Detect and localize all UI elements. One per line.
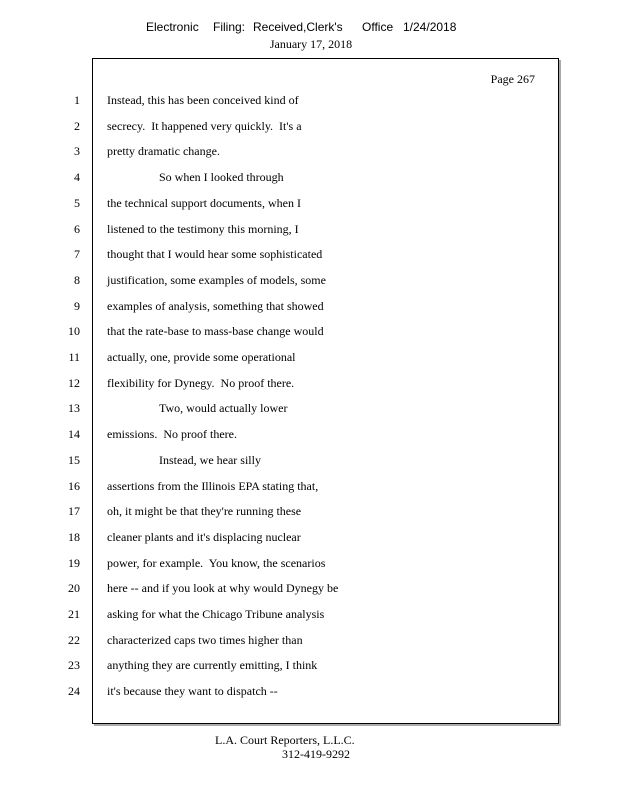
filing-stamp <box>0 20 618 36</box>
line-text: the technical support documents, when I <box>107 195 301 210</box>
transcript-date-text: January 17, 2018 <box>269 37 353 51</box>
line-number: 12 <box>68 375 80 390</box>
transcript-line <box>0 273 618 291</box>
transcript-line <box>0 479 618 497</box>
transcript-line <box>0 607 618 625</box>
stamp-office: Office <box>362 20 394 34</box>
line-number: 18 <box>68 529 80 544</box>
transcript-line <box>0 170 618 188</box>
transcript-date <box>0 37 618 52</box>
line-text: So when I looked through <box>159 170 284 185</box>
transcript-line <box>0 376 618 394</box>
transcript-line <box>0 222 618 240</box>
line-text: cleaner plants and it's displacing nuclear <box>107 529 301 544</box>
page-number: Page 267 <box>490 72 535 86</box>
line-text: assertions from the Illinois EPA stating that, <box>107 478 319 493</box>
line-text: it's because they want to dispatch -- <box>107 684 278 699</box>
transcript-line <box>0 633 618 651</box>
line-number: 4 <box>74 170 80 185</box>
line-number: 7 <box>74 247 80 262</box>
line-text: that the rate-base to mass-base change would <box>107 324 324 339</box>
line-number: 3 <box>74 144 80 159</box>
transcript-line <box>0 530 618 548</box>
line-text: emissions. No proof there. <box>107 427 237 442</box>
transcript-line <box>0 144 618 162</box>
line-text: actually, one, provide some operational <box>107 350 296 364</box>
line-number: 21 <box>68 607 80 621</box>
stamp-received: Received,Clerk's <box>253 20 343 34</box>
transcript-line <box>0 453 618 471</box>
line-text: flexibility for Dynegy. No proof there. <box>107 375 295 390</box>
line-text: Instead, this has been conceived kind of <box>107 93 299 107</box>
line-number: 15 <box>68 452 80 467</box>
line-text: here -- and if you look at why would Dynegy be <box>107 581 339 596</box>
line-number: 11 <box>68 350 80 364</box>
transcript-line <box>0 196 618 214</box>
line-number: 16 <box>68 478 80 493</box>
line-number: 13 <box>68 401 80 416</box>
line-number: 2 <box>74 118 80 133</box>
line-text: justification, some examples of models, some <box>107 272 326 287</box>
line-number: 1 <box>74 93 80 107</box>
line-text: secrecy. It happened very quickly. It's a <box>107 118 302 133</box>
line-text: power, for example. You know, the scenarios <box>107 555 326 570</box>
line-number: 23 <box>68 658 80 673</box>
line-number: 24 <box>68 684 80 699</box>
line-number: 10 <box>68 324 80 339</box>
stamp-electronic: Electronic <box>146 20 199 34</box>
transcript-line <box>0 350 618 368</box>
line-number: 9 <box>74 298 80 313</box>
line-number: 5 <box>74 195 80 210</box>
line-number: 14 <box>68 427 80 442</box>
line-text: anything they are currently emitting, I think <box>107 658 318 673</box>
transcript-line <box>0 427 618 445</box>
line-number: 8 <box>74 272 80 287</box>
line-number: 17 <box>68 504 80 519</box>
stamp-filing: Filing: <box>213 20 246 34</box>
transcript-line <box>0 658 618 676</box>
line-number: 6 <box>74 221 80 236</box>
line-text: examples of analysis, something that showed <box>107 298 324 313</box>
footer-phone: 312-419-9292 <box>282 747 350 761</box>
transcript-line <box>0 556 618 574</box>
transcript-line <box>0 247 618 265</box>
line-text: listened to the testimony this morning, I <box>107 221 299 236</box>
footer-company: L.A. Court Reporters, L.L.C. <box>215 733 355 747</box>
stamp-date: 1/24/2018 <box>403 20 457 34</box>
line-text: asking for what the Chicago Tribune analysis <box>107 607 325 621</box>
transcript-line <box>0 324 618 342</box>
transcript-line <box>0 504 618 522</box>
line-text: Two, would actually lower <box>159 401 288 416</box>
transcript-line <box>0 684 618 702</box>
transcript-line <box>0 93 618 111</box>
transcript-line <box>0 119 618 137</box>
line-text: pretty dramatic change. <box>107 144 220 159</box>
line-text: characterized caps two times higher than <box>107 632 303 647</box>
transcript-line <box>0 299 618 317</box>
transcript-line <box>0 581 618 599</box>
line-number: 22 <box>68 632 80 647</box>
line-text: thought that I would hear some sophisticated <box>107 247 323 262</box>
line-number: 20 <box>68 581 80 596</box>
transcript-line <box>0 401 618 419</box>
line-text: oh, it might be that they're running these <box>107 504 302 519</box>
line-number: 19 <box>68 555 80 570</box>
line-text: Instead, we hear silly <box>159 452 261 467</box>
